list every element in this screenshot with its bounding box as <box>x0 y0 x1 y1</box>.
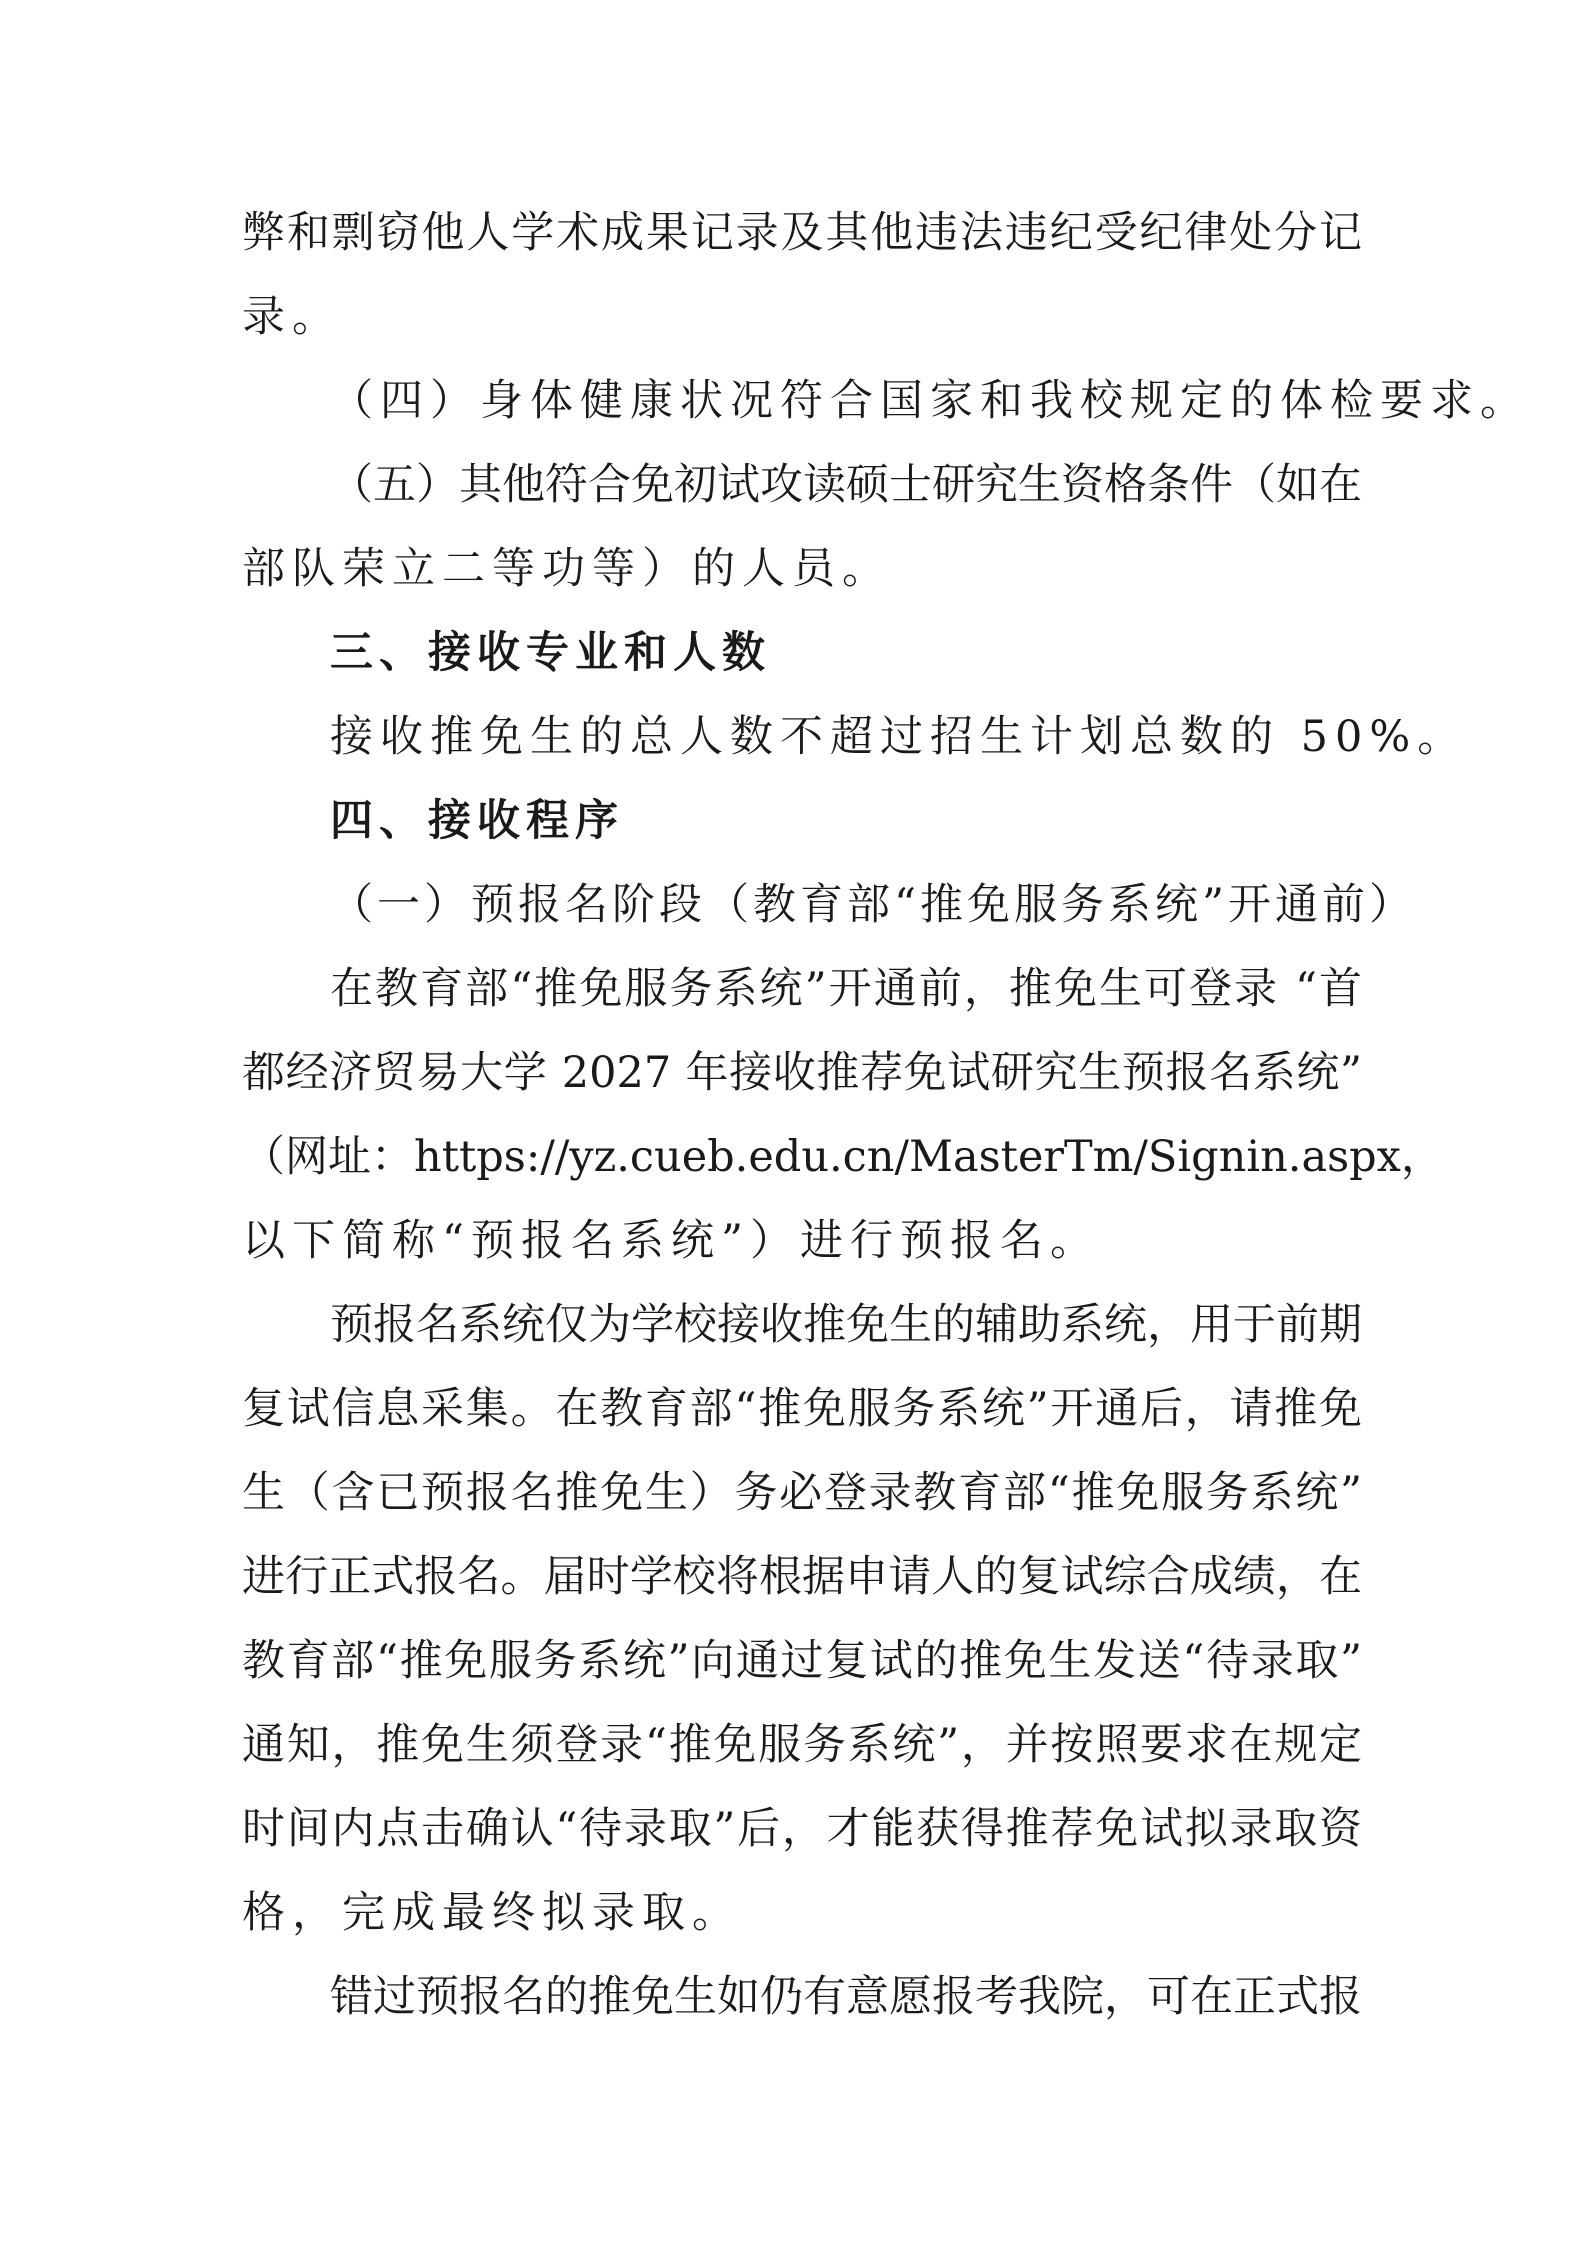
paragraph-line: 弊和剽窃他人学术成果记录及其他违法违纪受纪律处分记 <box>242 208 1362 258</box>
paragraph-line: 格，完成最终拟录取。 <box>242 1888 742 1938</box>
paragraph-line: 教育部“推免服务系统”向通过复试的推免生发送“待录取” <box>242 1636 1362 1686</box>
paragraph-line: 以下简称“预报名系统”）进行预报名。 <box>242 1216 1100 1266</box>
paragraph-line: 在教育部“推免服务系统”开通前，推免生可登录 “首 <box>330 964 1362 1014</box>
paragraph-line: 时间内点击确认“待录取”后，才能获得推荐免试拟录取资 <box>242 1804 1362 1854</box>
subsection-heading-1: （一）预报名阶段（教育部“推免服务系统”开通前） <box>330 880 1416 930</box>
paragraph-line: 错过预报名的推免生如仍有意愿报考我院，可在正式报 <box>330 1972 1362 2022</box>
paragraph-line: 录。 <box>242 292 342 342</box>
paragraph-line: 都经济贸易大学 2027 年接收推荐免试研究生预报名系统” <box>242 1048 1362 1098</box>
paragraph-line: 接收推免生的总人数不超过招生计划总数的 50%。 <box>330 712 1468 762</box>
paragraph-line: 预报名系统仅为学校接收推免生的辅助系统，用于前期 <box>330 1300 1362 1350</box>
section-heading-4: 四、接收程序 <box>330 796 624 846</box>
paragraph-line: 通知，推免生须登录“推免服务系统”，并按照要求在规定 <box>242 1720 1362 1770</box>
paragraph-line: 部队荣立二等功等）的人员。 <box>242 544 892 594</box>
paragraph-line: 复试信息采集。在教育部“推免服务系统”开通后，请推免 <box>242 1384 1362 1434</box>
section-heading-3: 三、接收专业和人数 <box>330 628 771 678</box>
list-item-5: （五）其他符合免初试攻读硕士研究生资格条件（如在 <box>330 460 1362 510</box>
list-item-4: （四）身体健康状况符合国家和我校规定的体检要求。 <box>330 376 1530 426</box>
url-line: （网址：https://yz.cueb.edu.cn/MasterTm/Signin.aspx， <box>242 1132 1444 1182</box>
paragraph-line: 生（含已预报名推免生）务必登录教育部“推免服务系统” <box>242 1468 1362 1518</box>
paragraph-line: 进行正式报名。届时学校将根据申请人的复试综合成绩，在 <box>242 1552 1362 1602</box>
